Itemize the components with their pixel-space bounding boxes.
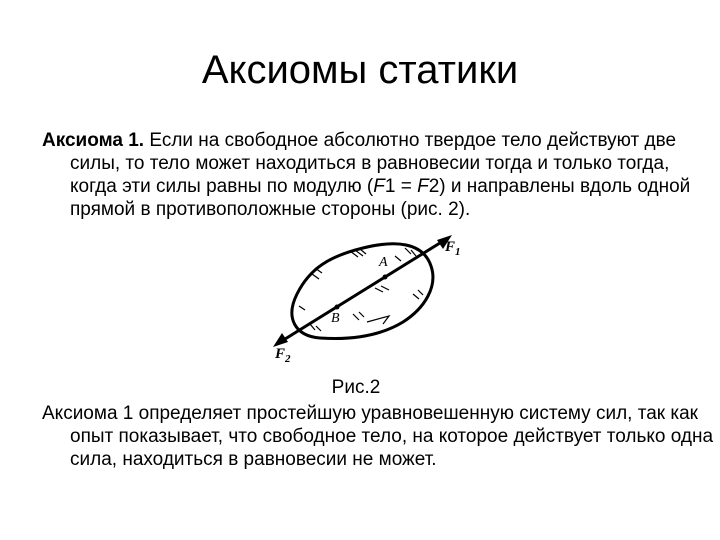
equals-sign: = — [395, 176, 418, 197]
slide-title: Аксиомы статики — [201, 48, 519, 92]
force-f2-label — [274, 346, 291, 365]
force-f1-label — [444, 239, 461, 258]
point-a-marker — [383, 275, 388, 280]
axiom-1-text-after: ) и направлены вдоль одной прямой в противоположные стороны (рис. 2). — [70, 176, 691, 220]
axiom-1-text-before: Если на свободное абсолютно твердое тело действуют две силы, то тело может находиться в равновесии тогда и только тогда, когда эти силы равны по модулю ( — [70, 130, 677, 197]
figure-caption: Рис.2 — [331, 377, 381, 398]
axiom-1-paragraph — [42, 129, 720, 221]
axiom-1-label: Аксиома 1. — [42, 130, 145, 151]
force-f2-label-letter: F — [275, 346, 286, 362]
paragraph-2: Аксиома 1 определяет простейшую уравновешенную систему сил, так как опыт показывает, что свободное тело, на которое действует только одна сила, находиться в равновесии не может. — [42, 403, 714, 470]
force-f1-symbol: F — [373, 176, 385, 197]
figure-2 — [255, 226, 470, 366]
force-f1-label-letter: F — [445, 239, 456, 255]
point-b-marker — [335, 305, 340, 310]
rigid-body-diagram — [255, 226, 470, 366]
force-f2-arrowhead — [273, 333, 288, 347]
point-b-label: B — [331, 311, 340, 326]
force-f2-label-index: 2 — [285, 353, 291, 365]
force-f2-index: 2 — [428, 176, 440, 197]
point-a-label: A — [379, 255, 388, 270]
force-f1-label-index: 1 — [455, 246, 461, 258]
force-f1-index: 1 — [384, 176, 396, 197]
force-f2-symbol: F — [417, 176, 429, 197]
